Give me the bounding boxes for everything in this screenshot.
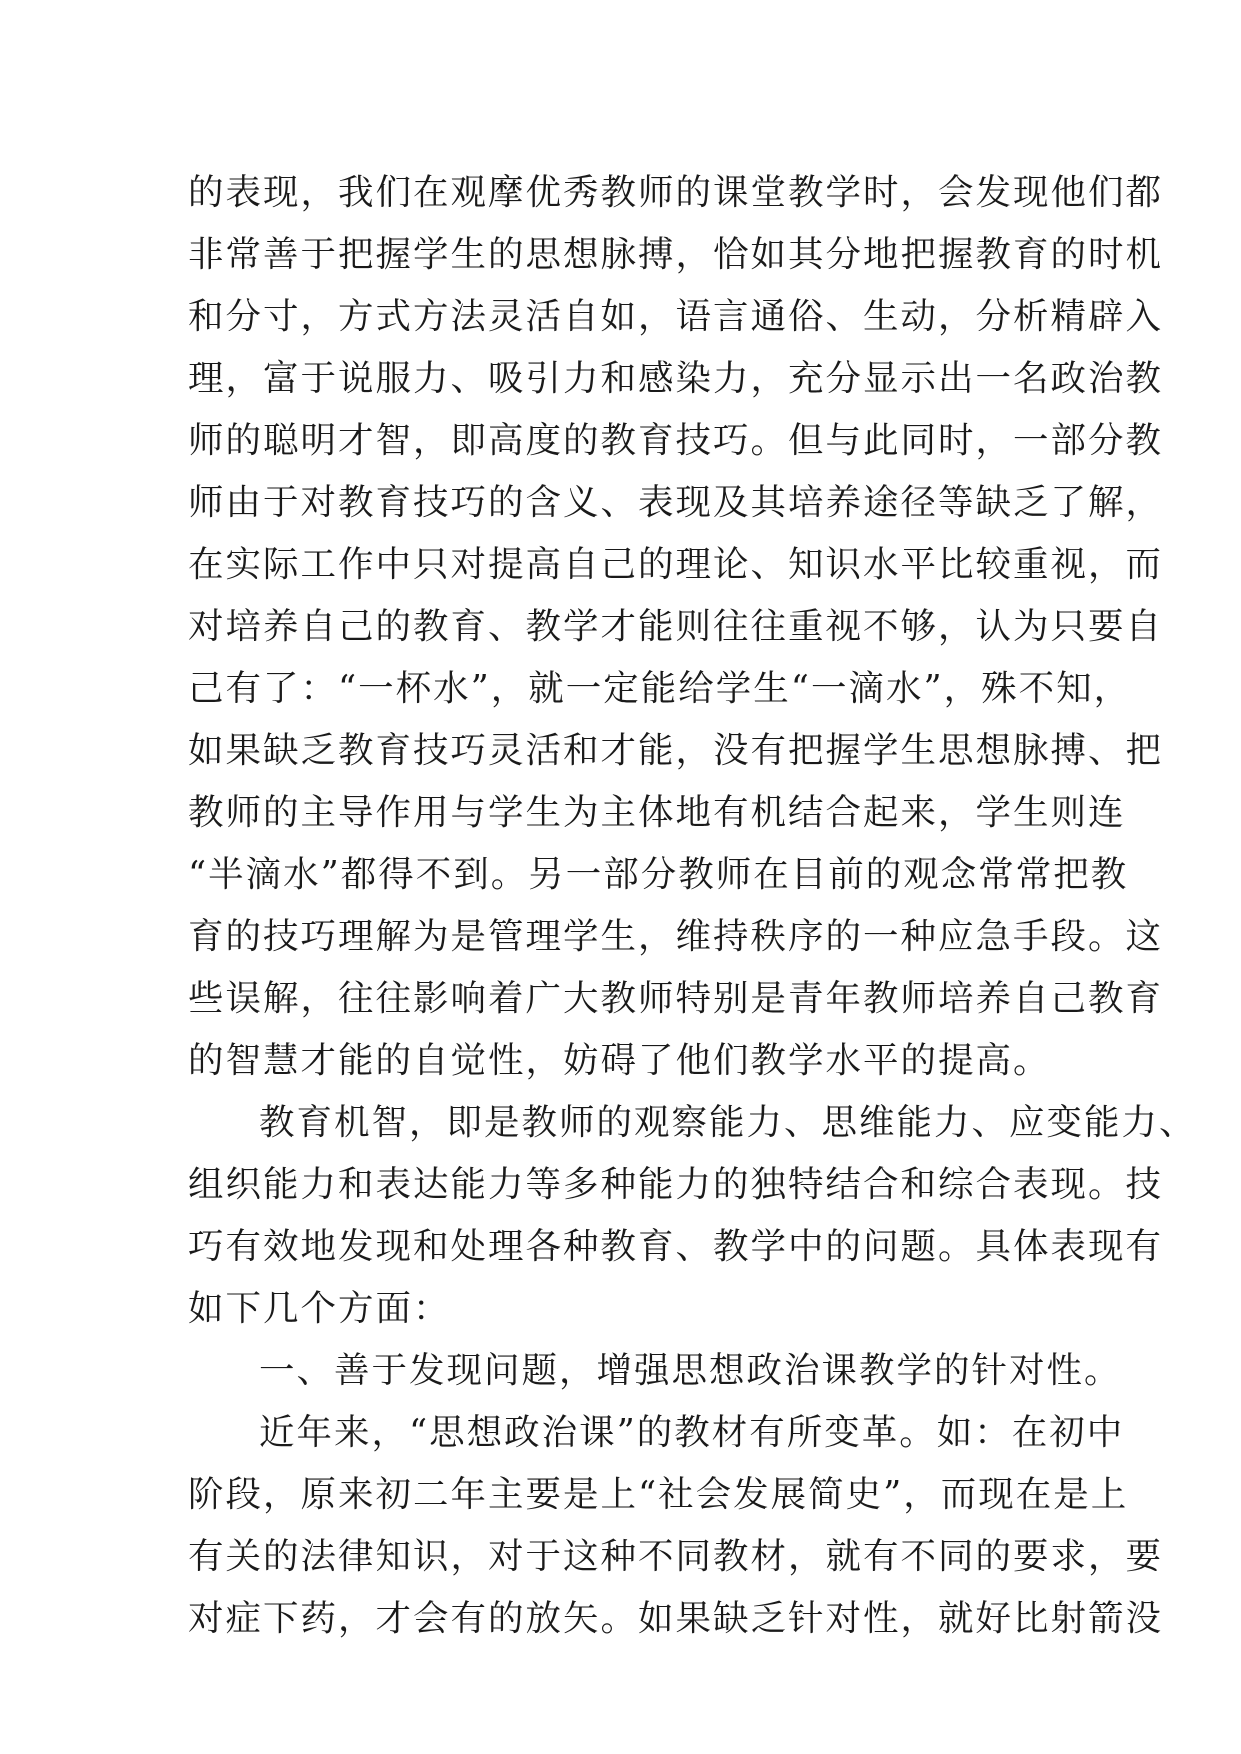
text-line: 对症下药，才会有的放矢。如果缺乏针对性，就好比射箭没 [188,1598,1164,1639]
text-line: 如果缺乏教育技巧灵活和才能，没有把握学生思想脉搏、把 [188,730,1164,771]
text-line: 育的技巧理解为是管理学生，维持秩序的一种应急手段。这 [188,916,1164,957]
text-line: 组织能力和表达能力等多种能力的独特结合和综合表现。技 [188,1164,1164,1205]
text-line: 的表现，我们在观摩优秀教师的课堂教学时，会发现他们都 [188,172,1164,213]
body-text [188,162,1197,1650]
text-line: 有关的法律知识，对于这种不同教材，就有不同的要求，要 [188,1536,1164,1577]
text-line: 巧有效地发现和处理各种教育、教学中的问题。具体表现有 [188,1226,1164,1267]
text-line: 教师的主导作用与学生为主体地有机结合起来，学生则连 [188,792,1126,833]
text-line: 的智慧才能的自觉性，妨碍了他们教学水平的提高。 [188,1040,1051,1081]
text-line: “半滴水”都得不到。另一部分教师在目前的观念常常把教 [188,854,1129,895]
text-line: 如下几个方面： [188,1288,451,1329]
text-line: 理，富于说服力、吸引力和感染力，充分显示出一名政治教 [188,358,1164,399]
text-line: 些误解，往往影响着广大教师特别是青年教师培养自己教育 [188,978,1164,1019]
text-line: 非常善于把握学生的思想脉搏，恰如其分地把握教育的时机 [188,234,1164,275]
text-line: 阶段，原来初二年主要是上“社会发展简史”，而现在是上 [188,1474,1129,1515]
text-line: 在实际工作中只对提高自己的理论、知识水平比较重视，而 [188,544,1164,585]
text-line: 和分寸，方式方法灵活自如，语言通俗、生动，分析精辟入 [188,296,1164,337]
text-line: 对培养自己的教育、教学才能则往往重视不够，认为只要自 [188,606,1164,647]
text-line: 一、善于发现问题，增强思想政治课教学的针对性。 [259,1350,1122,1391]
text-line: 师的聪明才智，即高度的教育技巧。但与此同时，一部分教 [188,420,1164,461]
text-line: 师由于对教育技巧的含义、表现及其培养途径等缺乏了解， [188,482,1164,523]
text-line: 己有了：“一杯水”，就一定能给学生“一滴水”，殊不知， [188,668,1132,709]
text-line: 近年来，“思想政治课”的教材有所变革。如：在初中 [259,1412,1125,1453]
text-line: 教育机智，即是教师的观察能力、思维能力、应变能力、 [259,1102,1197,1143]
